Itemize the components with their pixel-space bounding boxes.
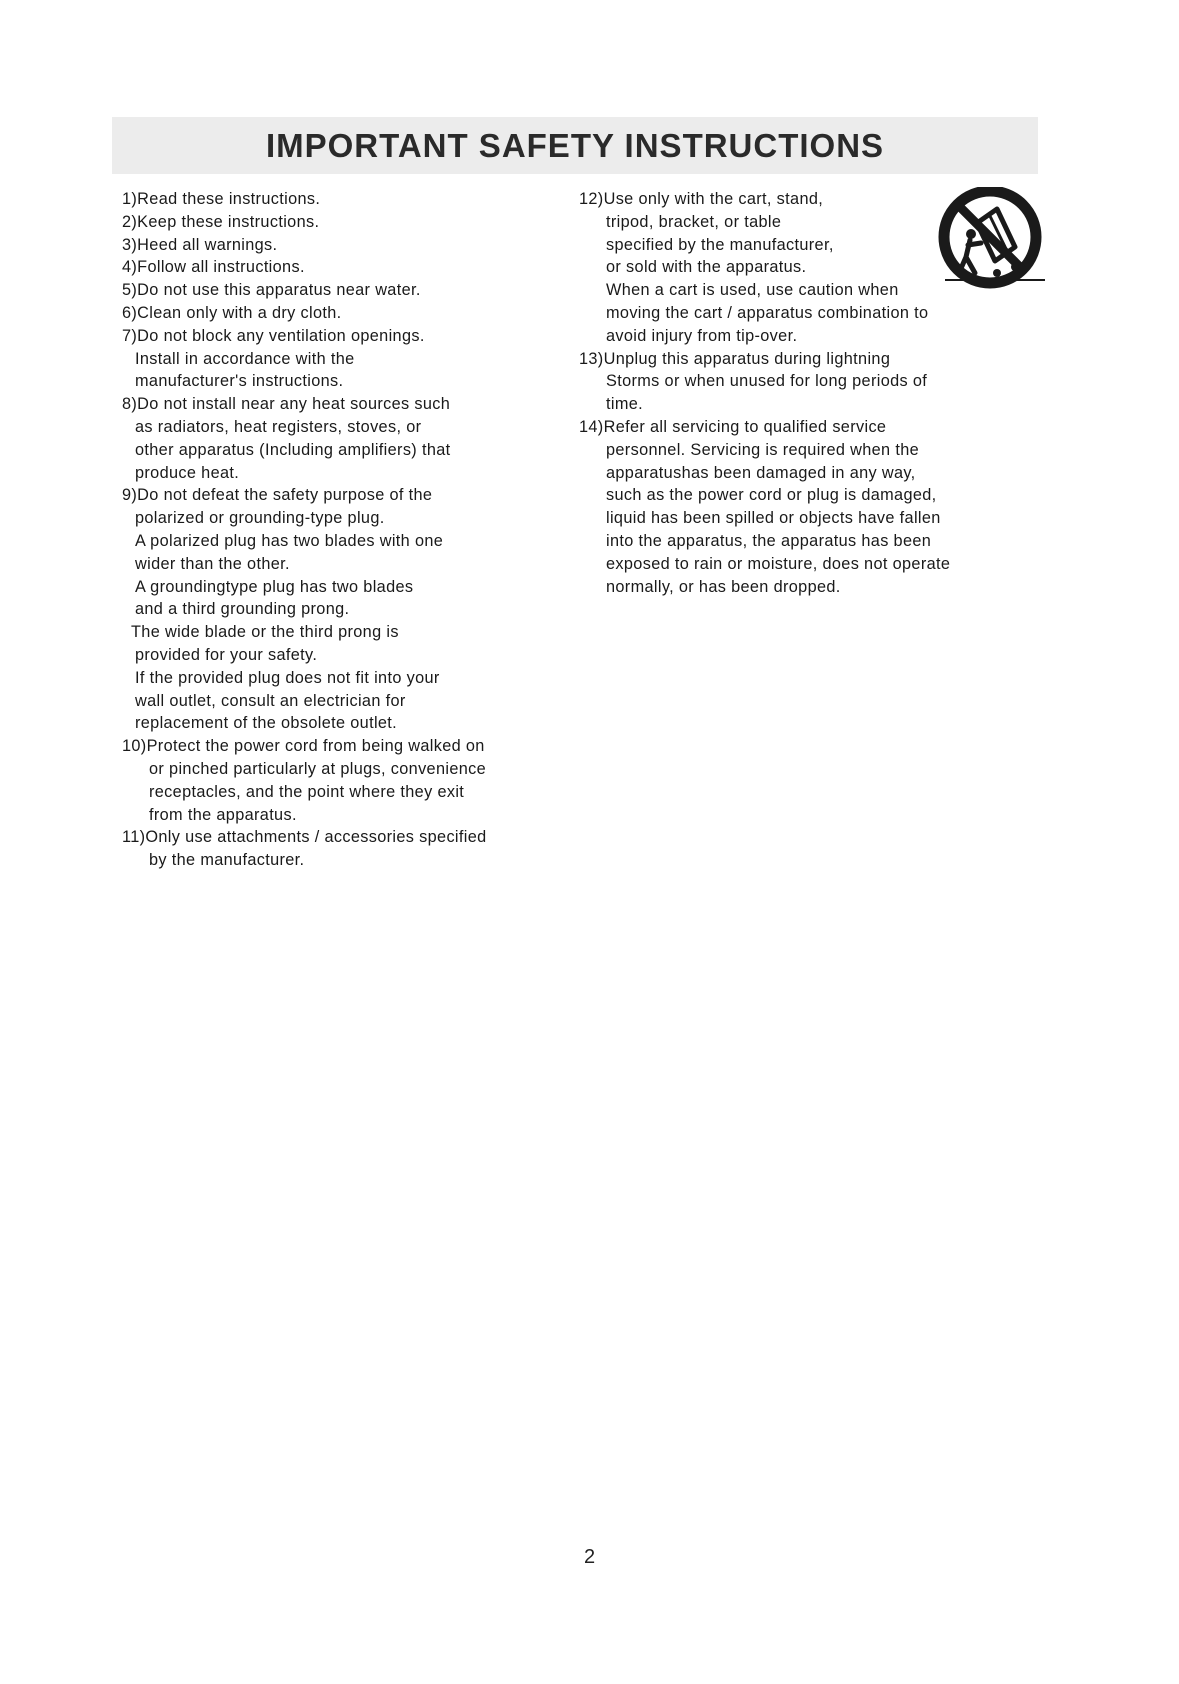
instruction-line: wall outlet, consult an electrician for	[135, 691, 406, 710]
page-number: 2	[583, 1546, 596, 1568]
instruction-line: time.	[606, 395, 644, 414]
instruction-line: Storms or when unused for long periods of	[606, 372, 928, 391]
instruction-line: 14)Refer all servicing to qualified service	[579, 417, 887, 436]
instruction-line: A polarized plug has two blades with one	[135, 531, 444, 550]
instruction-line: and a third grounding prong.	[135, 600, 350, 619]
instruction-line: or pinched particularly at plugs, convenience	[149, 759, 487, 778]
instruction-line: specified by the manufacturer,	[606, 235, 834, 254]
instruction-line: 10)Protect the power cord from being walked on	[122, 737, 485, 756]
instruction-line: avoid injury from tip-over.	[606, 326, 798, 345]
instruction-line: 13)Unplug this apparatus during lightning	[579, 349, 891, 368]
instruction-line: tripod, bracket, or table	[606, 212, 782, 231]
instruction-line: 2)Keep these instructions.	[122, 212, 320, 231]
instruction-line: produce heat.	[135, 463, 240, 482]
instruction-line: liquid has been spilled or objects have fallen	[606, 509, 941, 528]
instruction-line: receptacles, and the point where they exit	[149, 782, 465, 801]
instruction-line: 9)Do not defeat the safety purpose of the	[122, 486, 433, 505]
instruction-line: provided for your safety.	[135, 645, 318, 664]
instruction-line: 6)Clean only with a dry cloth.	[122, 303, 342, 322]
instruction-line: 8)Do not install near any heat sources such	[122, 395, 451, 414]
instruction-line: 7)Do not block any ventilation openings.	[122, 326, 425, 345]
instruction-line: by the manufacturer.	[149, 851, 305, 870]
left-column	[122, 188, 542, 872]
instruction-line: 11)Only use attachments / accessories specified	[122, 828, 487, 847]
instruction-line: If the provided plug does not fit into your	[135, 668, 440, 687]
instruction-line: into the apparatus, the apparatus has been	[606, 531, 932, 550]
instruction-line: When a cart is used, use caution when	[606, 281, 899, 300]
instruction-line: replacement of the obsolete outlet.	[135, 714, 398, 733]
instruction-line: 12)Use only with the cart, stand,	[579, 190, 824, 208]
page-title: IMPORTANT SAFETY INSTRUCTIONS	[265, 126, 885, 164]
instruction-line: personnel. Servicing is required when the	[606, 440, 920, 459]
instruction-line: other apparatus (Including amplifiers) that	[135, 440, 451, 459]
instruction-line: 3)Heed all warnings.	[122, 235, 278, 254]
instruction-line: such as the power cord or plug is damaged,	[606, 486, 937, 505]
instruction-line: from the apparatus.	[149, 805, 297, 824]
instruction-line: or sold with the apparatus.	[606, 258, 807, 277]
instruction-line: exposed to rain or moisture, does not operate	[606, 554, 951, 573]
instruction-line: 5)Do not use this apparatus near water.	[122, 281, 421, 300]
instruction-line: A groundingtype plug has two blades	[135, 577, 414, 596]
instruction-line: wider than the other.	[135, 554, 290, 573]
instruction-line: 4)Follow all instructions.	[122, 258, 305, 277]
instruction-line: apparatushas been damaged in any way,	[606, 463, 916, 482]
instruction-line: moving the cart / apparatus combination to	[606, 303, 929, 322]
instruction-line: 1)Read these instructions.	[122, 190, 321, 208]
instruction-line: as radiators, heat registers, stoves, or	[135, 417, 422, 436]
instruction-line: manufacturer's instructions.	[135, 372, 344, 391]
title-band	[112, 117, 1038, 174]
instruction-line: Install in accordance with the	[135, 349, 355, 368]
instruction-line: The wide blade or the third prong is	[131, 623, 399, 642]
instruction-line: polarized or grounding-type plug.	[135, 509, 385, 528]
instruction-line: normally, or has been dropped.	[606, 577, 841, 596]
cart-tipover-warning-icon	[937, 187, 1045, 295]
